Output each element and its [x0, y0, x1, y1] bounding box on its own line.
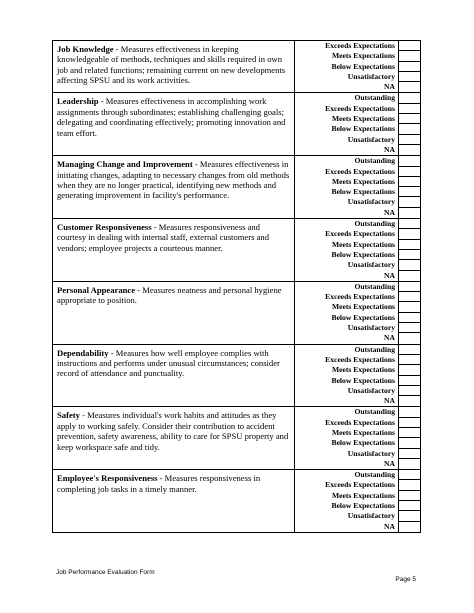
rating-level-label: Below Expectations	[331, 375, 395, 385]
rating-level-label: Unsatisfactory	[347, 134, 395, 144]
footer-form-title: Job Performance Evaluation Form	[56, 569, 155, 576]
criterion-description: - Measures how well employee complies with instructions and performs under unusual circumstances; consider record of attendance and punctuality.	[57, 347, 280, 379]
rating-level-label: Unsatisfactory	[347, 197, 395, 207]
criterion-description: - Measures effectiveness in accomplishing work assignments through subordinates; establishing challenging goals; delegating and coordinating effectively; promoting innovation and team effort.	[57, 96, 286, 138]
rating-level-label: Below Expectations	[331, 312, 395, 322]
rating-level-label: Exceeds Expectations	[325, 229, 395, 239]
rating-level-label: Outstanding	[354, 93, 395, 103]
criterion-description-cell	[53, 407, 295, 470]
criterion-description: - Measures responsiveness and courtesy in dealing with internal staff, external customers and vendors; employee projects a courteous manner.	[57, 222, 269, 253]
criterion-row	[53, 281, 421, 344]
criterion-row	[53, 156, 421, 219]
rating-level-label: NA	[384, 144, 395, 154]
rating-boxes-cell	[399, 156, 421, 219]
rating-level-label: Exceeds Expectations	[325, 166, 395, 176]
rating-level-label: NA	[384, 82, 395, 92]
rating-levels-cell	[295, 281, 399, 344]
criterion-name: Managing Change and Improvement	[57, 159, 193, 170]
rating-level-label: Outstanding	[354, 407, 395, 417]
rating-checkbox[interactable]	[399, 459, 420, 469]
rating-checkbox[interactable]	[399, 313, 420, 323]
rating-checkbox[interactable]	[399, 104, 420, 114]
criterion-description-cell	[53, 93, 295, 156]
rating-level-label: Meets Expectations	[331, 51, 395, 61]
rating-level-label: Below Expectations	[331, 187, 395, 197]
rating-level-label: Meets Expectations	[331, 490, 395, 500]
rating-checkbox[interactable]	[399, 345, 420, 355]
rating-level-label: Exceeds Expectations	[325, 480, 395, 490]
criterion-row	[53, 93, 421, 156]
criterion-name: Employee's Responsiveness	[57, 473, 158, 484]
criterion-name: Safety	[57, 410, 80, 421]
rating-level-label: Outstanding	[354, 281, 395, 291]
rating-boxes-cell	[399, 41, 421, 93]
rating-boxes-cell	[399, 470, 421, 533]
rating-checkbox[interactable]	[399, 407, 420, 417]
rating-checkbox[interactable]	[399, 333, 420, 343]
rating-levels-cell	[295, 344, 399, 407]
rating-level-label: NA	[384, 521, 395, 531]
rating-level-label: Below Expectations	[331, 501, 395, 511]
rating-level-label: Outstanding	[354, 156, 395, 166]
rating-checkbox[interactable]	[399, 124, 420, 134]
rating-checkbox[interactable]	[399, 250, 420, 260]
rating-checkbox[interactable]	[399, 229, 420, 239]
rating-checkbox[interactable]	[399, 82, 420, 92]
rating-checkbox[interactable]	[399, 93, 420, 103]
criterion-description: - Measures responsiveness in completing job tasks in a timely manner.	[57, 473, 261, 494]
rating-checkbox[interactable]	[399, 449, 420, 459]
rating-levels-cell	[295, 93, 399, 156]
rating-checkbox[interactable]	[399, 208, 420, 218]
rating-checkbox[interactable]	[399, 522, 420, 532]
rating-checkbox[interactable]	[399, 323, 420, 333]
criterion-description-cell	[53, 41, 295, 93]
rating-level-label: Unsatisfactory	[347, 260, 395, 270]
rating-levels-cell	[295, 41, 399, 93]
rating-boxes-cell	[399, 93, 421, 156]
criterion-description-cell	[53, 281, 295, 344]
criterion-description: - Measures individual's work habits and attitudes as they apply to working safely. Consider their contribution to accident prevention, safety awareness, ability to care for SPSU property and keep workspace safe and tidy.	[57, 410, 289, 452]
rating-checkbox[interactable]	[399, 187, 420, 197]
rating-checkbox[interactable]	[399, 282, 420, 292]
rating-level-label: Exceeds Expectations	[325, 292, 395, 302]
rating-checkbox[interactable]	[399, 62, 420, 72]
criterion-name: Job Knowledge	[57, 44, 114, 54]
evaluation-table	[52, 40, 421, 533]
rating-level-label: Below Expectations	[331, 438, 395, 448]
rating-level-label: Meets Expectations	[331, 427, 395, 437]
rating-checkbox[interactable]	[399, 386, 420, 396]
rating-checkbox[interactable]	[399, 51, 420, 61]
rating-level-label: Below Expectations	[331, 249, 395, 259]
rating-level-label: Below Expectations	[331, 61, 395, 71]
rating-levels-cell	[295, 407, 399, 470]
rating-checkbox[interactable]	[399, 501, 420, 511]
rating-level-label: Meets Expectations	[331, 176, 395, 186]
criterion-row	[53, 470, 421, 533]
criterion-description: - Measures neatness and personal hygiene appropriate to position.	[57, 284, 282, 306]
rating-checkbox[interactable]	[399, 72, 420, 82]
rating-checkbox[interactable]	[399, 491, 420, 501]
footer-page-number: Page 5	[395, 576, 416, 583]
rating-checkbox[interactable]	[399, 511, 420, 521]
rating-checkbox[interactable]	[399, 355, 420, 365]
criterion-name: Personal Appearance	[57, 284, 136, 295]
criterion-description-cell	[53, 470, 295, 533]
rating-checkbox[interactable]	[399, 197, 420, 207]
rating-checkbox[interactable]	[399, 365, 420, 375]
criterion-description-cell	[53, 219, 295, 282]
rating-checkbox[interactable]	[399, 418, 420, 428]
rating-boxes-cell	[399, 344, 421, 407]
rating-checkbox[interactable]	[399, 271, 420, 281]
criterion-name: Dependability	[57, 347, 109, 358]
criterion-row	[53, 407, 421, 470]
rating-level-label: NA	[384, 396, 395, 406]
rating-level-label: Meets Expectations	[331, 302, 395, 312]
rating-checkbox[interactable]	[399, 135, 420, 145]
rating-level-label: Outstanding	[354, 470, 395, 480]
rating-level-label: Meets Expectations	[331, 239, 395, 249]
criterion-row	[53, 344, 421, 407]
rating-levels-cell	[295, 156, 399, 219]
rating-boxes-cell	[399, 407, 421, 470]
rating-checkbox[interactable]	[399, 396, 420, 406]
rating-level-label: Unsatisfactory	[347, 323, 395, 333]
criterion-row	[53, 219, 421, 282]
rating-level-label: NA	[384, 207, 395, 217]
rating-level-label: NA	[384, 333, 395, 343]
rating-level-label: Exceeds Expectations	[325, 103, 395, 113]
rating-checkbox[interactable]	[399, 156, 420, 166]
rating-boxes-cell	[399, 281, 421, 344]
rating-checkbox[interactable]	[399, 428, 420, 438]
rating-checkbox[interactable]	[399, 41, 420, 51]
criterion-name: Customer Responsiveness	[57, 222, 152, 233]
rating-level-label: NA	[384, 458, 395, 468]
rating-checkbox[interactable]	[399, 177, 420, 187]
rating-checkbox[interactable]	[399, 376, 420, 386]
rating-level-label: Unsatisfactory	[347, 448, 395, 458]
rating-levels-cell	[295, 219, 399, 282]
rating-checkbox[interactable]	[399, 167, 420, 177]
rating-level-label: Exceeds Expectations	[325, 354, 395, 364]
rating-level-label: Below Expectations	[331, 124, 395, 134]
rating-checkbox[interactable]	[399, 114, 420, 124]
rating-level-label: Meets Expectations	[331, 114, 395, 124]
rating-checkbox[interactable]	[399, 240, 420, 250]
rating-level-label: Outstanding	[354, 219, 395, 229]
rating-level-label: Outstanding	[354, 344, 395, 354]
rating-checkbox[interactable]	[399, 480, 420, 490]
rating-checkbox[interactable]	[399, 292, 420, 302]
rating-level-label: Unsatisfactory	[347, 385, 395, 395]
rating-checkbox[interactable]	[399, 145, 420, 155]
rating-level-label: Unsatisfactory	[347, 511, 395, 521]
rating-checkbox[interactable]	[399, 302, 420, 312]
criterion-row	[53, 41, 421, 93]
rating-checkbox[interactable]	[399, 470, 420, 480]
rating-checkbox[interactable]	[399, 219, 420, 229]
rating-level-label: NA	[384, 270, 395, 280]
rating-boxes-cell	[399, 219, 421, 282]
criterion-description: - Measures effectiveness in keeping knowledgeable of methods, techniques and skills required in own job and related functions; remaining current on new developments affecting SPSU and its work activities.	[57, 44, 286, 86]
criterion-description: - Measures effectiveness in initiating changes, adapting to necessary changes from old methods when they are no longer practical, identifying new methods and generating improvement in facility's performance.	[57, 159, 290, 201]
rating-levels-cell	[295, 470, 399, 533]
rating-level-label: Exceeds Expectations	[325, 417, 395, 427]
criterion-description-cell	[53, 156, 295, 219]
criterion-description-cell	[53, 344, 295, 407]
rating-level-label: Meets Expectations	[331, 365, 395, 375]
rating-level-label: Unsatisfactory	[347, 71, 395, 81]
rating-checkbox[interactable]	[399, 260, 420, 270]
rating-level-label: Exceeds Expectations	[325, 41, 395, 50]
criterion-name: Leadership	[57, 96, 99, 107]
rating-checkbox[interactable]	[399, 438, 420, 448]
